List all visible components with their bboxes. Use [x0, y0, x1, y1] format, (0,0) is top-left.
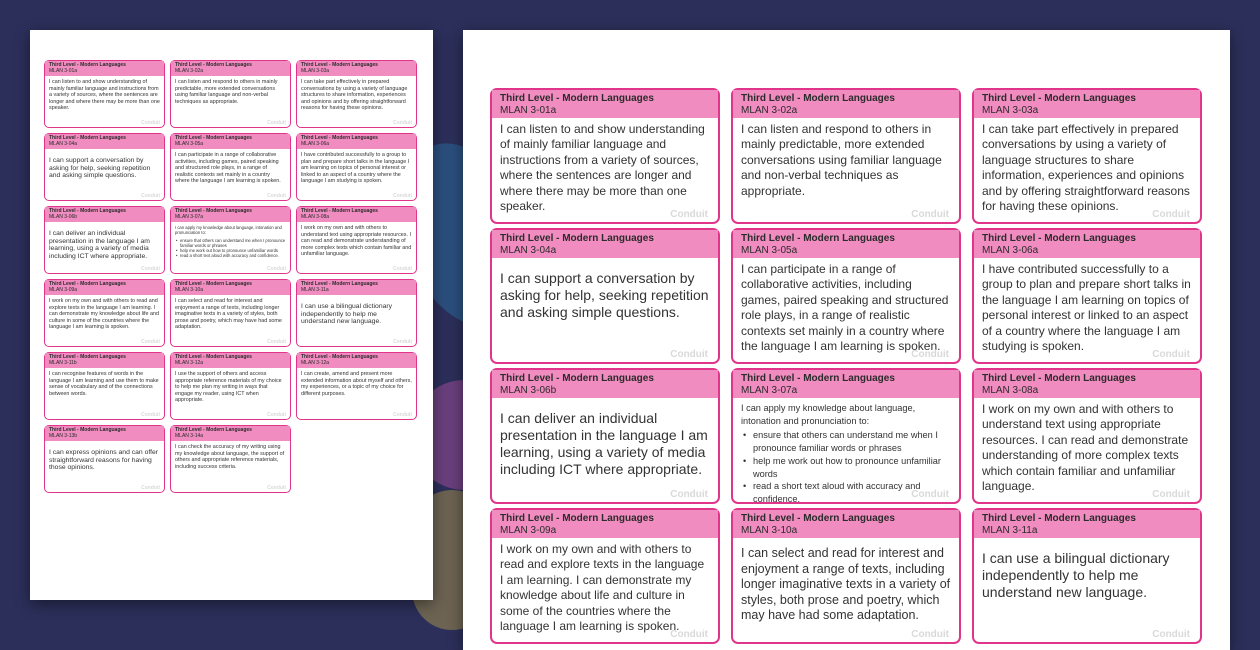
card-text: I can take part effectively in prepared conversations by using a variety of language structures to share information, experiences and opinions and by offering straightforward reasons for having these opinions. — [982, 122, 1190, 214]
conduit-logo: Conduit — [267, 193, 286, 199]
card-level: Third Level - Modern Languages — [301, 208, 378, 214]
card-level: Third Level - Modern Languages — [982, 93, 1136, 104]
card-header — [45, 61, 164, 76]
card-level: Third Level - Modern Languages — [175, 281, 252, 287]
card-level: Third Level - Modern Languages — [175, 62, 252, 68]
card-body — [974, 258, 1200, 358]
card-code: MLAN 3-01a — [49, 68, 78, 74]
card-header — [733, 230, 959, 258]
card-text: I can participate in a range of collaborative activities, including games, paired speaking and structured role plays, in a range of realistic contexts set mainly in a country where the language I am learning is spoken. — [175, 152, 281, 185]
card-body — [733, 118, 959, 203]
card-code: MLAN 3-04a — [49, 141, 78, 147]
card-level: Third Level - Modern Languages — [500, 513, 654, 524]
conduit-logo: Conduit — [670, 349, 708, 360]
card-bullet-list — [175, 238, 286, 259]
card-body — [45, 149, 164, 183]
card-header — [45, 353, 164, 368]
card-header — [171, 280, 290, 295]
card-body — [297, 222, 416, 261]
outcome-card — [972, 228, 1202, 364]
card-text: I use the support of others and access appropriate reference materials of my choice to help me plan my writing in ways that engage my reader, using ICT when appropriate. — [175, 371, 282, 404]
card-code: MLAN 3-12a — [301, 360, 330, 366]
conduit-logo: Conduit — [267, 120, 286, 126]
card-header — [297, 207, 416, 222]
conduit-logo: Conduit — [1152, 489, 1190, 500]
card-level: Third Level - Modern Languages — [301, 354, 378, 360]
card-body — [171, 76, 290, 108]
card-text: I can support a conversation by asking for help, seeking repetition and asking simple questions. — [500, 270, 709, 320]
card-body — [492, 398, 718, 482]
conduit-logo: Conduit — [393, 266, 412, 272]
outcome-card — [44, 279, 165, 347]
card-level: Third Level - Modern Languages — [982, 233, 1136, 244]
card-code: MLAN 3-05a — [741, 244, 798, 256]
card-header — [171, 134, 290, 149]
conduit-logo: Conduit — [141, 412, 160, 418]
card-header — [45, 134, 164, 149]
card-code: MLAN 3-07a — [175, 214, 204, 220]
card-header — [297, 61, 416, 76]
card-code: MLAN 3-11a — [982, 524, 1038, 536]
card-level: Third Level - Modern Languages — [500, 233, 654, 244]
card-code: MLAN 3-10a — [741, 524, 798, 536]
card-header — [974, 90, 1200, 118]
card-body — [45, 295, 164, 334]
card-code: MLAN 3-02a — [175, 68, 204, 74]
card-body — [492, 118, 718, 218]
outcome-card — [731, 368, 961, 504]
card-body — [733, 538, 959, 628]
card-text: I work on my own and with others to read and explore texts in the language I am learning. I can demonstrate my knowledge about life and culture in some of the countries where the language I am learning is spoken. — [49, 298, 159, 331]
card-header — [733, 370, 959, 398]
card-text: I work on my own and with others to understand text using appropriate resources. I can read and demonstrate understanding of more complex texts which contain familiar and unfamiliar language. — [982, 402, 1189, 494]
outcome-card — [296, 206, 417, 274]
card-grid-large — [490, 88, 1202, 644]
outcome-card — [296, 60, 417, 128]
card-level: Third Level - Modern Languages — [301, 281, 378, 287]
card-body — [974, 538, 1200, 605]
card-code: MLAN 3-08a — [301, 214, 330, 220]
outcome-card — [170, 352, 291, 420]
card-level: Third Level - Modern Languages — [500, 93, 654, 104]
card-body — [45, 76, 164, 115]
card-body — [45, 441, 164, 475]
card-code: MLAN 3-05a — [175, 141, 204, 147]
outcome-card — [44, 206, 165, 274]
outcome-card — [972, 88, 1202, 224]
card-text: I can apply my knowledge about language, intonation and pronunciation to: — [175, 225, 282, 236]
card-text: I can listen to and show understanding of mainly familiar language and instructions from a variety of sources, where the sentences are longer and where there may be more than one speaker. — [500, 122, 705, 214]
card-code: MLAN 3-03a — [982, 104, 1039, 116]
card-code: MLAN 3-06a — [982, 244, 1039, 256]
card-body — [974, 398, 1200, 498]
outcome-card — [972, 368, 1202, 504]
card-body — [171, 368, 290, 407]
card-text: I can use a bilingual dictionary independently to help me understand new language. — [982, 550, 1170, 600]
card-code: MLAN 3-13b — [49, 433, 78, 439]
card-header — [492, 90, 718, 118]
card-bullet: • help me work out how to pronounce unfamiliar words — [741, 455, 951, 480]
card-level: Third Level - Modern Languages — [49, 208, 126, 214]
card-body — [974, 118, 1200, 218]
outcome-card — [731, 508, 961, 644]
conduit-logo: Conduit — [670, 629, 708, 640]
conduit-logo: Conduit — [1152, 209, 1190, 220]
card-text: I can deliver an individual presentation in the language I am learning, using a variety of media including ICT where appropriate. — [49, 230, 150, 260]
conduit-logo: Conduit — [141, 266, 160, 272]
card-code: MLAN 3-02a — [741, 104, 798, 116]
card-header — [171, 61, 290, 76]
card-body — [171, 295, 290, 334]
conduit-logo: Conduit — [911, 349, 949, 360]
conduit-logo: Conduit — [267, 266, 286, 272]
card-code: MLAN 3-09a — [500, 524, 557, 536]
card-header — [45, 280, 164, 295]
preview-page — [463, 30, 1230, 650]
card-level: Third Level - Modern Languages — [49, 135, 126, 141]
card-body — [171, 441, 290, 473]
card-bullet: • help me work out how to pronounce unfamiliar words — [175, 248, 286, 253]
card-level: Third Level - Modern Languages — [175, 427, 252, 433]
card-text: I can select and read for interest and enjoyment a range of texts, including longer imaginative texts in a variety of styles, both prose and poetry, which may have had some adaptation. — [175, 298, 282, 331]
card-header — [733, 90, 959, 118]
card-text: I can check the accuracy of my writing using my knowledge about language, the support of others and appropriate reference materials, including success criteria. — [175, 444, 285, 470]
conduit-logo: Conduit — [141, 193, 160, 199]
conduit-logo: Conduit — [141, 339, 160, 345]
outcome-card — [170, 133, 291, 201]
card-header — [171, 207, 290, 222]
card-header — [492, 230, 718, 258]
card-level: Third Level - Modern Languages — [982, 513, 1136, 524]
card-text: I can participate in a range of collaborative activities, including games, paired speaking and structured role plays, in a range of realistic contexts set mainly in a country where the language I am learning is spoken. — [741, 262, 949, 354]
outcome-card — [490, 508, 720, 644]
card-code: MLAN 3-06b — [49, 214, 78, 220]
outcome-card — [731, 88, 961, 224]
card-text: I can create, amend and present more extended information about myself and others, my experiences, or a topic of my choice for different purposes. — [301, 371, 412, 397]
card-code: MLAN 3-08a — [982, 384, 1039, 396]
card-header — [297, 134, 416, 149]
card-grid-small — [44, 60, 417, 493]
card-text: I have contributed successfully to a group to plan and prepare short talks in the language I am learning on topics of personal interest or linked to an aspect of a country where the language I am studying is spoken. — [982, 262, 1191, 354]
card-header — [297, 353, 416, 368]
card-text: I can select and read for interest and enjoyment a range of texts, including longer imaginative texts in a variety of styles, both prose and poetry, which may have had some adaptation. — [741, 546, 951, 622]
card-text: I can deliver an individual presentation in the language I am learning, using a variety of media including ICT where appropriate. — [500, 410, 708, 477]
card-code: MLAN 3-06b — [500, 384, 557, 396]
card-body — [45, 368, 164, 400]
card-text: I work on my own and with others to read and explore texts in the language I am learning. I can demonstrate my knowledge about life and culture in some of the countries where the language I am learning is spoken. — [500, 542, 705, 634]
card-text: I can recognise features of words in the language I am learning and use them to make sense of vocabulary and of the connections between words. — [49, 371, 159, 397]
outcome-card — [44, 60, 165, 128]
conduit-logo: Conduit — [141, 485, 160, 491]
outcome-card — [170, 425, 291, 493]
card-header — [974, 230, 1200, 258]
card-text: I have contributed successfully to a group to plan and prepare short talks in the language I am learning on topics of personal interest or linked to an aspect of a country where the language I am studying is spoken. — [301, 152, 410, 185]
card-level: Third Level - Modern Languages — [49, 62, 126, 68]
card-header — [171, 426, 290, 441]
card-code: MLAN 3-10a — [175, 287, 204, 293]
outcome-card — [170, 60, 291, 128]
card-code: MLAN 3-01a — [500, 104, 557, 116]
card-header — [974, 370, 1200, 398]
card-bullet: • ensure that others can understand me when I pronounce familiar words or phrases — [741, 429, 951, 454]
card-bullet: • ensure that others can understand me when I pronounce familiar words or phrases — [175, 238, 286, 249]
conduit-logo: Conduit — [141, 120, 160, 126]
card-code: MLAN 3-12a — [175, 360, 204, 366]
card-text: I can support a conversation by asking for help, seeking repetition and asking simple questions. — [49, 157, 151, 180]
card-body — [297, 76, 416, 115]
conduit-logo: Conduit — [911, 489, 949, 500]
card-body — [171, 222, 290, 262]
conduit-logo: Conduit — [267, 412, 286, 418]
card-body — [297, 149, 416, 188]
card-text: I can apply my knowledge about language, intonation and pronunciation to: — [741, 403, 916, 426]
card-level: Third Level - Modern Languages — [741, 513, 895, 524]
card-level: Third Level - Modern Languages — [982, 373, 1136, 384]
card-code: MLAN 3-09a — [49, 287, 78, 293]
card-level: Third Level - Modern Languages — [741, 373, 895, 384]
card-header — [974, 510, 1200, 538]
outcome-card — [170, 279, 291, 347]
conduit-logo: Conduit — [670, 209, 708, 220]
card-text: I work on my own and with others to understand text using appropriate resources. I can read and demonstrate understanding of more complex texts which contain familiar and unfamiliar language. — [301, 225, 412, 258]
card-level: Third Level - Modern Languages — [49, 354, 126, 360]
outcome-card — [44, 425, 165, 493]
card-text: I can listen to and show understanding of mainly familiar language and instructions from a variety of sources, where the sentences are longer and where there may be more than one speaker. — [49, 79, 160, 112]
card-level: Third Level - Modern Languages — [500, 373, 654, 384]
card-bullet: • read a short text aloud with accuracy and confidence. — [175, 253, 286, 258]
card-text: I can use a bilingual dictionary independently to help me understand new language. — [301, 303, 393, 326]
conduit-logo: Conduit — [267, 485, 286, 491]
conduit-logo: Conduit — [911, 209, 949, 220]
card-body — [297, 295, 416, 329]
conduit-logo: Conduit — [1152, 349, 1190, 360]
card-code: MLAN 3-14a — [175, 433, 204, 439]
card-header — [45, 426, 164, 441]
card-body — [171, 149, 290, 188]
card-body — [733, 258, 959, 358]
card-level: Third Level - Modern Languages — [741, 233, 895, 244]
card-header — [733, 510, 959, 538]
card-level: Third Level - Modern Languages — [301, 62, 378, 68]
outcome-card — [170, 206, 291, 274]
outcome-card — [490, 228, 720, 364]
thumbnail-page — [30, 30, 433, 600]
card-text: I can listen and respond to others in mainly predictable, more extended conversations using familiar language and non-verbal techniques as appropriate. — [175, 79, 278, 105]
outcome-card — [296, 352, 417, 420]
card-level: Third Level - Modern Languages — [741, 93, 895, 104]
outcome-card — [296, 133, 417, 201]
outcome-card — [296, 279, 417, 347]
card-code: MLAN 3-03a — [301, 68, 330, 74]
card-header — [45, 207, 164, 222]
card-header — [171, 353, 290, 368]
card-code: MLAN 3-07a — [741, 384, 798, 396]
outcome-card — [972, 508, 1202, 644]
conduit-logo: Conduit — [911, 629, 949, 640]
card-text: I can take part effectively in prepared conversations by using a variety of language structures to share information, experiences and opinions and by offering straightforward reasons for having these opinions. — [301, 79, 408, 112]
card-code: MLAN 3-06a — [301, 141, 330, 147]
conduit-logo: Conduit — [393, 193, 412, 199]
card-header — [492, 510, 718, 538]
card-level: Third Level - Modern Languages — [49, 427, 126, 433]
conduit-logo: Conduit — [393, 339, 412, 345]
card-body — [492, 258, 718, 325]
card-body — [45, 222, 164, 263]
card-code: MLAN 3-11b — [49, 360, 77, 366]
card-body — [297, 368, 416, 400]
conduit-logo: Conduit — [393, 120, 412, 126]
outcome-card — [44, 133, 165, 201]
conduit-logo: Conduit — [670, 489, 708, 500]
outcome-card — [44, 352, 165, 420]
card-body — [492, 538, 718, 638]
outcome-card — [731, 228, 961, 364]
card-level: Third Level - Modern Languages — [49, 281, 126, 287]
conduit-logo: Conduit — [1152, 629, 1190, 640]
outcome-card — [490, 88, 720, 224]
conduit-logo: Conduit — [393, 412, 412, 418]
card-bullet: • read a short text aloud with accuracy and confidence. — [741, 480, 951, 505]
conduit-logo: Conduit — [267, 339, 286, 345]
card-code: MLAN 3-11a — [301, 287, 329, 293]
card-header — [297, 280, 416, 295]
card-level: Third Level - Modern Languages — [175, 354, 252, 360]
card-level: Third Level - Modern Languages — [301, 135, 378, 141]
outcome-card — [490, 368, 720, 504]
card-text: I can listen and respond to others in mainly predictable, more extended conversations using familiar language and non-verbal techniques as appropriate. — [741, 122, 942, 198]
card-level: Third Level - Modern Languages — [175, 135, 252, 141]
card-header — [492, 370, 718, 398]
card-code: MLAN 3-04a — [500, 244, 557, 256]
card-level: Third Level - Modern Languages — [175, 208, 252, 214]
card-text: I can express opinions and can offer straightforward reasons for having those opinions. — [49, 449, 159, 472]
